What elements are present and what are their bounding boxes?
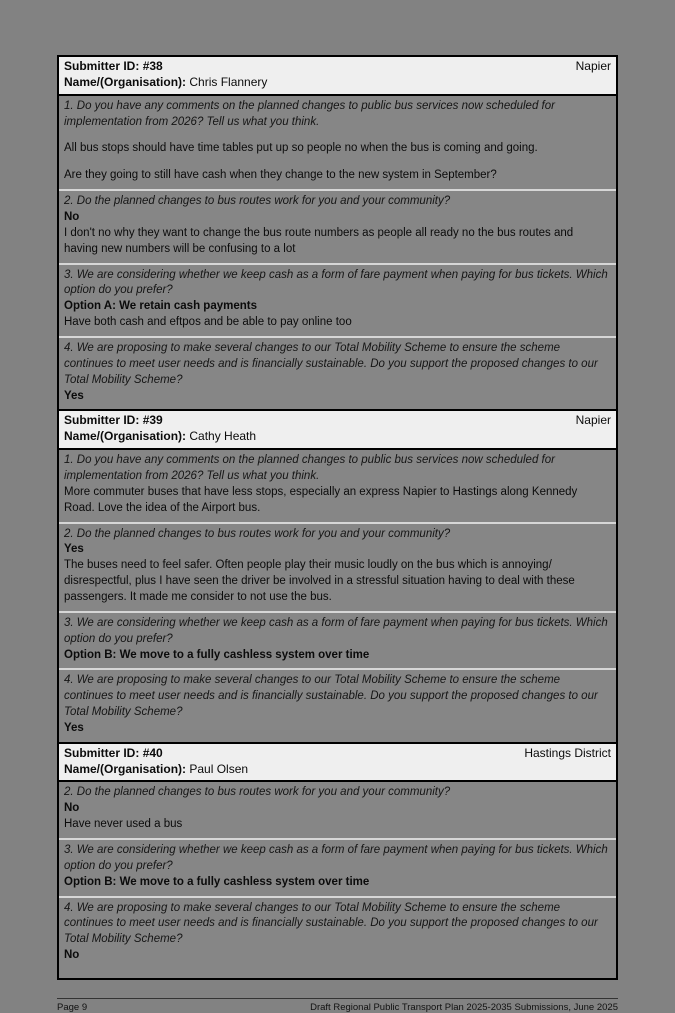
qa-block [59,336,616,409]
submitter-header [59,742,616,783]
question-text: 3. We are considering whether we keep cash as a form of fare payment when paying for bus tickets. Which option do you prefer? [64,844,608,872]
submitter-region: Hastings District [524,745,611,760]
submitter-id-value: #38 [142,59,163,73]
submitter-name-line [64,762,248,778]
qa-block [59,668,616,741]
qa-block [59,263,616,336]
submitter-name: Paul Olsen [189,761,249,776]
document-page [57,0,618,1013]
answer-text: The buses need to feel safer. Often people play their music loudly on the bus which is annoying/ disrespectful, plus I have seen the driver be involved in a stressful situation having to deal with these passengers. It made me consider to not use the bus. [64,559,575,603]
answer-option: Option B: We move to a fully cashless system over time [64,875,370,888]
response-blocks [59,450,616,742]
answer-text: All bus stops should have time tables put up so people no when the bus is coming and going. [64,142,538,155]
answer-option: Yes [64,389,84,402]
submitter-name-line [64,75,267,91]
submitter-region: Napier [575,59,611,73]
question-text: 1. Do you have any comments on the planned changes to public bus services now scheduled for implementation from 2026? Tell us what you think. [64,99,555,128]
answer-option: No [64,802,80,815]
submitter-name-line [64,429,256,445]
footer-page-number: Page 9 [57,1002,88,1013]
submitter-id-line [64,413,163,429]
submitter-section [59,57,616,409]
qa-block [59,896,616,978]
question-text: 2. Do the planned changes to bus routes work for you and your community? [64,786,451,799]
question-text: 4. We are proposing to make several changes to our Total Mobility Scheme to ensure the scheme continues to meet user needs and is financially sustainable. Do you support the proposed changes to our Total Mobility Scheme? [64,674,598,719]
submitter-header [59,409,616,450]
submitter-id-value: #39 [142,413,163,428]
name-org-label: Name/(Organisation): [64,74,187,89]
answer-option: Yes [64,721,84,734]
answer-option: Yes [64,543,84,556]
question-text: 4. We are proposing to make several changes to our Total Mobility Scheme to ensure the scheme continues to meet user needs and is financially sustainable. Do you support the proposed changes to our Total Mobility Scheme? [64,901,598,946]
response-blocks [59,96,616,410]
submitter-section [59,742,616,978]
qa-block [59,611,616,669]
submissions-table [57,55,618,980]
qa-block [59,96,616,189]
submitter-id-label: Submitter ID: [64,745,140,760]
submitter-id-label: Submitter ID: [64,413,140,428]
page-footer [57,998,618,1013]
answer-option: No [64,949,80,962]
name-org-label: Name/(Organisation): [64,761,187,776]
submitter-region: Napier [575,413,611,428]
submitter-section [59,409,616,741]
name-org-label: Name/(Organisation): [64,429,187,444]
answer-option: Option B: We move to a fully cashless system over time [64,648,370,661]
submitter-id-line [64,59,163,75]
submitter-name: Cathy Heath [189,429,257,444]
qa-block [59,838,616,896]
answer-text: More commuter buses that have less stops, especially an express Napier to Hastings along Kennedy Road. Love the idea of the Airport bus. [64,485,578,514]
question-text: 3. We are considering whether we keep cash as a form of fare payment when paying for bus tickets. Which option do you prefer? [64,268,608,297]
answer-text: Have never used a bus [64,818,183,831]
question-text: 1. Do you have any comments on the planned changes to public bus services now scheduled for implementation from 2026? Tell us what you think. [64,454,555,482]
qa-block [59,189,616,262]
submitter-name: Chris Flannery [189,74,268,89]
answer-text: Are they going to still have cash when they change to the new system in September? [64,169,497,182]
qa-block [59,522,616,611]
footer-document-title: Draft Regional Public Transport Plan 2025-2035 Submissions, June 2025 [310,1002,618,1013]
question-text: 2. Do the planned changes to bus routes work for you and your community? [64,195,451,208]
question-text: 3. We are considering whether we keep cash as a form of fare payment when paying for bus tickets. Which option do you prefer? [64,616,608,645]
submitter-id-line [64,746,163,762]
question-text: 4. We are proposing to make several changes to our Total Mobility Scheme to ensure the scheme continues to meet user needs and is financially sustainable. Do you support the proposed changes to our Total Mobility Scheme? [64,341,598,386]
submitter-header [59,57,616,96]
question-text: 2. Do the planned changes to bus routes work for you and your community? [64,527,451,540]
submitter-id-value: #40 [142,745,163,760]
submitter-id-label: Submitter ID: [64,59,140,73]
answer-text: I don't no why they want to change the bus route numbers as people all ready no the bus routes and having new numbers will be confusing to a lot [64,226,574,255]
answer-option: No [64,210,80,223]
answer-option: Option A: We retain cash payments [64,300,257,313]
qa-block [59,450,616,521]
answer-text: Have both cash and eftpos and be able to pay online too [64,316,352,329]
qa-block [59,782,616,838]
response-blocks [59,782,616,978]
